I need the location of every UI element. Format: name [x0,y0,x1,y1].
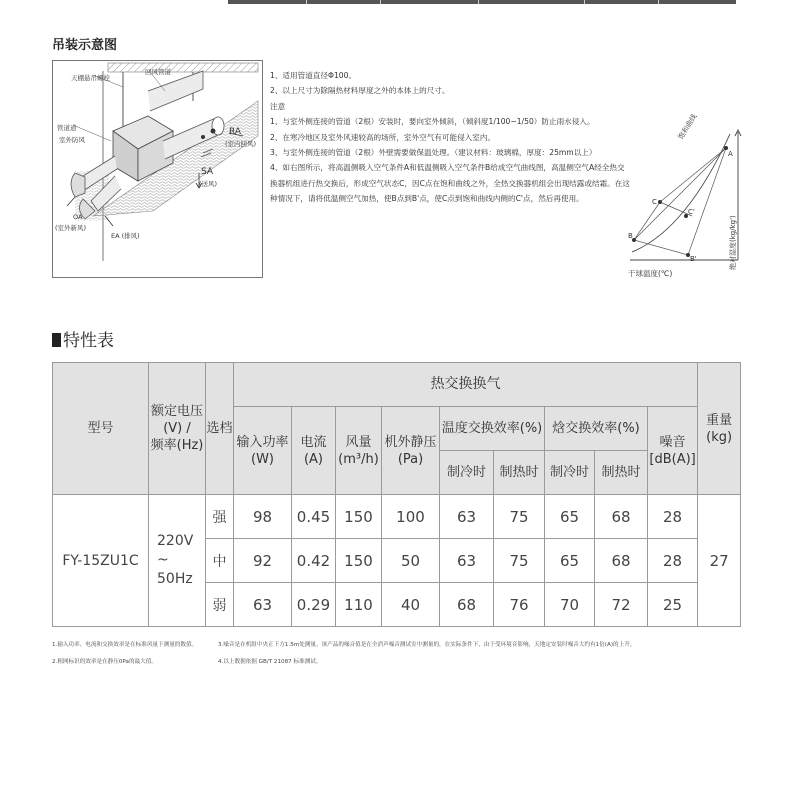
header-power-line2: (W) [251,451,274,467]
header-airflow-line2: (m³/h) [338,451,379,467]
label-ea: EA (排风) [111,232,140,240]
header-temp-heating: 制热时 [494,451,545,495]
install-section-title: 吊装示意图 [52,38,118,53]
spec-table [52,362,741,627]
header-mode: 选档 [206,363,234,495]
mode-cell: 强 [206,495,234,539]
temp-cool-cell: 63 [440,539,494,583]
enth-heat-cell: 68 [595,495,648,539]
spec-section-title [52,326,114,351]
header-current-line2: (A) [303,451,324,467]
noise-cell: 28 [648,495,698,539]
psychrometric-chart [626,112,756,290]
label-duct: 管道道 [57,124,77,132]
header-enth-eff: 焓交换效率(%) [545,407,648,451]
note-6: 4、如右图所示，将高温侧吸入空气条件A和低温侧吸入空气条件B给成空气曲线图，高温侧空气A经全热交换器机组进行热交换后，形成空气状态C，因C点在饱和曲线之外，全热交换器机组会出现结露或结霜。在这种情况下，请将低温侧空气加热，使B点到B'点，使C点到饱和曲线内侧的C'点，然后再使用。 [270,163,630,204]
note-4: 2、在寒冷地区及室外风速较高的场所，室外空气有可能侵入室内。 [270,132,496,142]
point-a: A [728,150,733,158]
pressure-cell: 40 [382,583,440,627]
spec-title-text: 特性表 [63,331,114,351]
power-cell: 98 [234,495,292,539]
noise-cell: 28 [648,539,698,583]
enth-cool-cell: 65 [545,539,595,583]
saturation-curve-label: 饱和曲线 [676,112,699,141]
temp-heat-cell: 75 [494,495,545,539]
point-c: C [652,198,657,206]
current-cell: 0.29 [292,583,336,627]
header-temp-cooling: 制冷时 [440,451,494,495]
header-heat-exchange: 热交换换气 [234,363,698,407]
header-weight-line2: (kg) [706,429,733,445]
voltage-line1: 220V ~ [157,533,194,568]
install-diagram-drawing [53,61,262,277]
header-model: 型号 [53,363,149,495]
header-voltage-line3: 频率(Hz) [150,438,204,453]
enth-heat-cell: 72 [595,583,648,627]
label-return-duct: 回风管道 [145,68,171,76]
header-pressure-line1: 机外静压 [384,434,437,450]
header-weight [698,363,741,495]
header-voltage [149,363,206,495]
voltage-line2: 50Hz [157,571,193,587]
header-power [234,407,292,495]
header-current-line1: 电流 [300,434,327,450]
footnote-4: 4.以上数据依据 GB/T 21087 标准测试。 [218,659,322,665]
header-weight-line1: 重量 [706,412,733,428]
label-oa: OA [73,213,83,221]
install-notes [270,68,632,207]
temp-cool-cell: 63 [440,495,494,539]
install-diagram [52,60,263,278]
footnote-1: 1.输入功率、电流和交换效率是在标准风量下测量的数值。 [52,642,198,648]
temp-heat-cell: 75 [494,539,545,583]
header-voltage-line1: 额定电压 [150,404,203,419]
square-bullet-icon [52,333,61,347]
airflow-cell: 110 [336,583,382,627]
header-voltage-line2: (V) / [163,421,191,436]
header-enth-cooling: 制冷时 [545,451,595,495]
label-ra: RA [229,127,242,137]
note-heading: 注意 [270,101,286,111]
header-airflow-line1: 风量 [345,434,372,450]
header-pressure-line2: (Pa) [397,451,424,467]
label-sa-desc: (送风) [199,180,218,188]
top-table-edge [228,0,736,4]
weight-cell: 27 [698,495,741,627]
header-pressure [382,407,440,495]
airflow-cell: 150 [336,495,382,539]
enth-cool-cell: 65 [545,495,595,539]
header-enth-heating: 制热时 [595,451,648,495]
label-ceiling-bolt: 天棚悬吊螺栓 [71,74,110,82]
label-oa-desc: (室外新风) [55,224,87,232]
header-power-line1: 输入功率 [236,434,289,450]
pressure-cell: 100 [382,495,440,539]
model-cell: FY-15ZU1C [53,495,149,627]
mode-cell: 中 [206,539,234,583]
power-cell: 63 [234,583,292,627]
header-current [292,407,336,495]
header-noise-line1: 噪音 [659,434,686,450]
label-sa: SA [201,167,214,177]
mode-cell: 弱 [206,583,234,627]
enth-cool-cell: 70 [545,583,595,627]
footnote-3: 3.噪音是在机组中央正下方1.5m处测量。该产品的噪音值是在全消声噪音测试室中测量的，在实际条件下，由于受环境音影响，天地定安装时噪音大约有1倍(A)的上升。 [218,642,636,648]
footnote-2: 2.粗网标识的效率是在静压0Pa的最大值。 [52,659,157,665]
note-5: 3、与室外侧连接的管道（2根）外壁需要做保温处理。（建议材料：玻璃棉，厚度：25mm以上） [270,148,597,158]
power-cell: 92 [234,539,292,583]
table-row [53,495,741,539]
enth-heat-cell: 68 [595,539,648,583]
current-cell: 0.42 [292,539,336,583]
noise-cell: 25 [648,583,698,627]
note-3: 1、与室外侧连接的管道（2根）安装时，要向室外倾斜，（倾斜度1/100~1/50）防止雨水侵入。 [270,117,595,127]
y-axis-label: 绝对湿度(kg/kg') [729,215,737,270]
label-ra-desc: (室内回风) [225,140,257,148]
temp-cool-cell: 68 [440,583,494,627]
point-c-prime: C' [688,208,695,216]
airflow-cell: 150 [336,539,382,583]
note-1: 1、适用管道直径Φ100。 [270,71,357,80]
label-outdoor-hood: 室外防风 [59,136,85,144]
point-b: B [628,232,633,240]
header-noise-line2: [dB(A)] [649,451,696,467]
note-2: 2、以上尺寸为除隔热材料厚度之外的本体上的尺寸。 [270,86,450,96]
pressure-cell: 50 [382,539,440,583]
header-noise [648,407,698,495]
voltage-cell [149,495,206,627]
point-b-prime: B' [690,255,697,263]
header-airflow [336,407,382,495]
x-axis-label: 干球温度(℃) [628,269,673,278]
header-temp-eff: 温度交换效率(%) [440,407,545,451]
current-cell: 0.45 [292,495,336,539]
temp-heat-cell: 76 [494,583,545,627]
